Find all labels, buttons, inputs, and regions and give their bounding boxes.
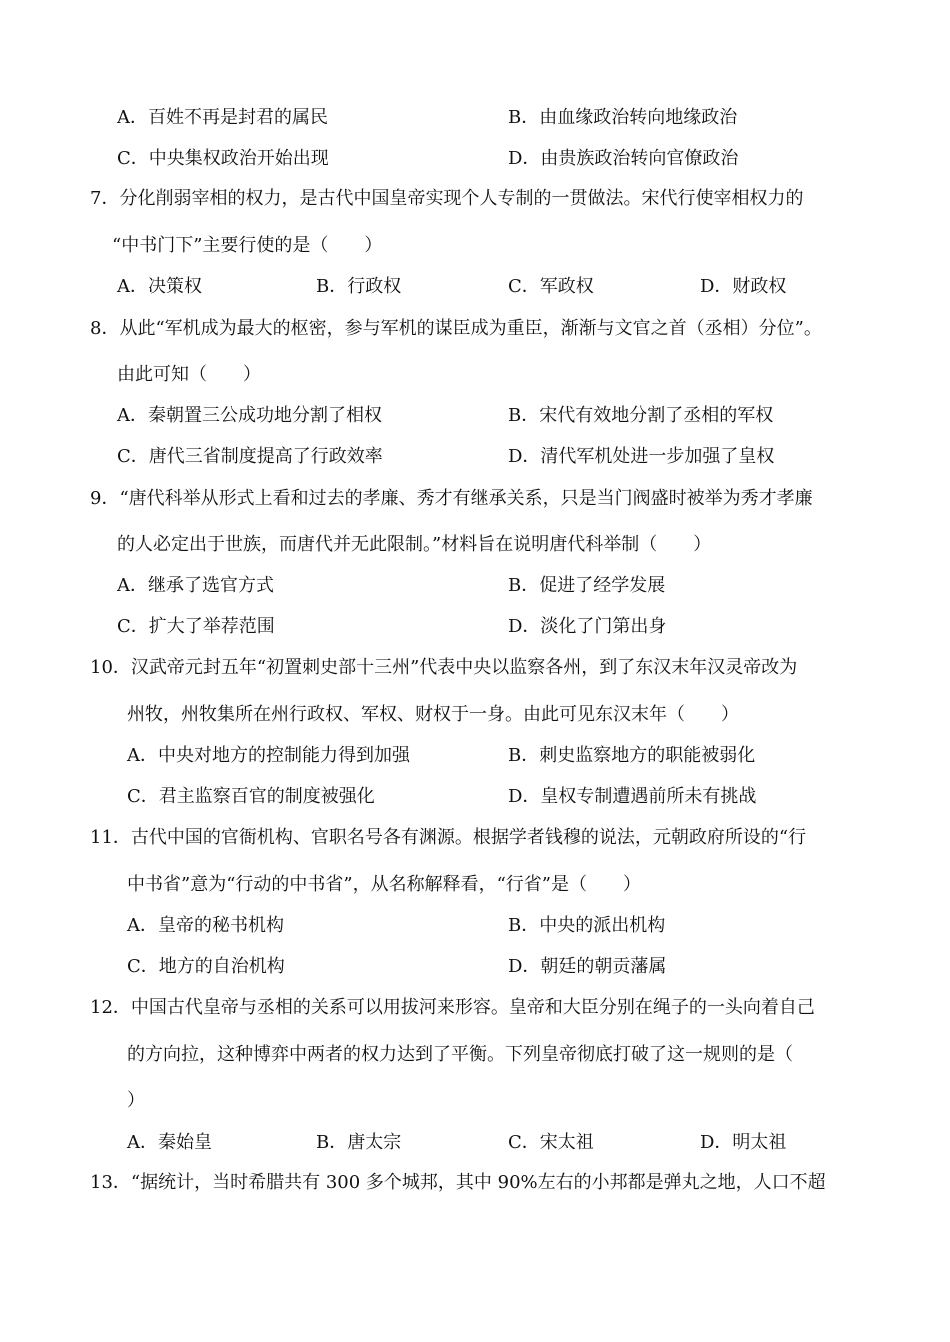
q7-option-b: B．行政权 bbox=[316, 276, 402, 297]
q11-stem-line1: 11．古代中国的官衙机构、官职名号各有渊源。根据学者钱穆的说法，元朝政府所设的“行 bbox=[90, 827, 807, 848]
q6-option-c: C．中央集权政治开始出现 bbox=[117, 148, 329, 169]
q7-option-c: C．军政权 bbox=[508, 276, 594, 297]
q12-option-d: D．明太祖 bbox=[700, 1132, 787, 1153]
q6-option-d: D．由贵族政治转向官僚政治 bbox=[508, 148, 739, 169]
q10-stem-line2: 州牧，州牧集所在州行政权、军权、财权于一身。由此可见东汉末年（ ） bbox=[127, 704, 739, 725]
q8-option-b: B．宋代有效地分割了丞相的军权 bbox=[508, 405, 774, 426]
q8-option-c: C．唐代三省制度提高了行政效率 bbox=[117, 446, 383, 467]
q12-option-b: B．唐太宗 bbox=[316, 1132, 402, 1153]
q8-option-a: A．秦朝置三公成功地分割了相权 bbox=[117, 405, 382, 426]
q7-option-a: A．决策权 bbox=[117, 276, 202, 297]
q7-stem-line2: “中书门下”主要行使的是（ ） bbox=[112, 235, 383, 256]
q12-stem-line2: 的方向拉，这种博弈中两者的权力达到了平衡。下列皇帝彻底打破了这一规则的是（ bbox=[127, 1044, 793, 1065]
q6-option-a: A．百姓不再是封君的属民 bbox=[117, 107, 328, 128]
q12-option-a: A．秦始皇 bbox=[127, 1132, 212, 1153]
q9-option-c: C．扩大了举荐范围 bbox=[117, 616, 275, 637]
q9-stem-line2: 的人必定出于世族，而唐代并无此限制。”材料旨在说明唐代科举制（ ） bbox=[117, 534, 712, 555]
q12-option-c: C．宋太祖 bbox=[508, 1132, 594, 1153]
q10-option-a: A．中央对地方的控制能力得到加强 bbox=[127, 745, 410, 766]
q12-stem-line3: ） bbox=[127, 1090, 145, 1111]
q10-option-c: C．君主监察百官的制度被强化 bbox=[127, 786, 375, 807]
q12-stem-line1: 12．中国古代皇帝与丞相的关系可以用拔河来形容。皇帝和大臣分别在绳子的一头向着自己 bbox=[90, 997, 815, 1018]
q11-option-b: B．中央的派出机构 bbox=[508, 915, 666, 936]
q6-option-b: B．由血缘政治转向地缘政治 bbox=[508, 107, 738, 128]
q11-option-c: C．地方的自治机构 bbox=[127, 956, 285, 977]
q10-option-d: D．皇权专制遭遇前所未有挑战 bbox=[508, 786, 757, 807]
q11-option-d: D．朝廷的朝贡藩属 bbox=[508, 956, 667, 977]
q9-option-d: D．淡化了门第出身 bbox=[508, 616, 667, 637]
q8-option-d: D．清代军机处进一步加强了皇权 bbox=[508, 446, 775, 467]
q7-stem-line1: 7．分化削弱宰相的权力，是古代中国皇帝实现个人专制的一贯做法。宋代行使宰相权力的 bbox=[90, 188, 804, 209]
q10-option-b: B．刺史监察地方的职能被弱化 bbox=[508, 745, 756, 766]
q8-stem-line1: 8．从此“军机成为最大的枢密，参与军机的谋臣成为重臣，渐渐与文官之首（丞相）分位”。 bbox=[90, 318, 822, 339]
q9-option-b: B．促进了经学发展 bbox=[508, 575, 666, 596]
q11-stem-line2: 中书省”意为“行动的中书省”，从名称解释看，“行省”是（ ） bbox=[127, 874, 642, 895]
q7-option-d: D．财政权 bbox=[700, 276, 787, 297]
q9-option-a: A．继承了选官方式 bbox=[117, 575, 274, 596]
q9-stem-line1: 9．“唐代科举从形式上看和过去的孝廉、秀才有继承关系，只是当门阀盛时被举为秀才孝廉 bbox=[90, 488, 813, 509]
q10-stem-line1: 10．汉武帝元封五年“初置刺史部十三州”代表中央以监察各州，到了东汉末年汉灵帝改为 bbox=[90, 657, 798, 678]
q13-stem-line1: 13．“据统计，当时希腊共有 300 多个城邦，其中 90%左右的小邦都是弹丸之地，人口不超 bbox=[90, 1172, 826, 1193]
q11-option-a: A．皇帝的秘书机构 bbox=[127, 915, 284, 936]
q8-stem-line2: 由此可知（ ） bbox=[117, 364, 261, 385]
